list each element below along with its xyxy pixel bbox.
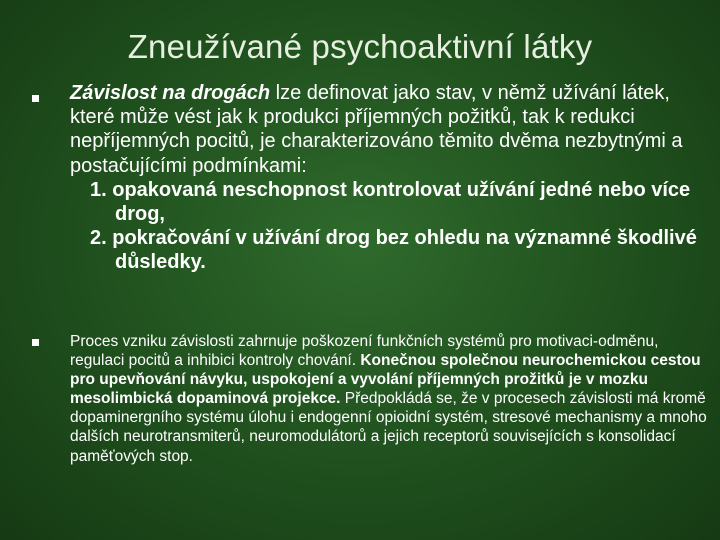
process-text-bold: Konečnou společnou neurochemickou cestou pro upevňování návyku, uspokojení a vyvolání příjemných prožitků je v mozku mesolimbická dopaminová projekce. xyxy=(70,352,701,408)
definition-body: lze definovat jako stav, v němž užívání látek, které může vést jak k produkci příjemných požitků, tak k redukci nepříjemných pocitů, je charakterizováno těmito dvěma nezbytnými a postačujícími podmínkami: xyxy=(70,82,683,177)
square-bullet-icon xyxy=(32,95,39,102)
bullet-item-dependence-definition xyxy=(70,81,710,275)
process-text-part2: Předpokládá se, že v procesech závislosti má kromě dopaminergního systému úlohu i endogenní opioidní systém, stresové mechanismy a mnoho dalších neurotransmiterů, neuromodulátorů a jejich receptorů souvisejících s konsolidací paměťových stop. xyxy=(70,390,707,465)
process-text-part1: Proces vzniku závislosti zahrnuje poškození funkčních systémů pro motivaci-odměnu, regulaci pocitů a inhibici kontroly chování. xyxy=(70,333,659,370)
condition-item: 2. pokračování v užívání drog bez ohledu na významné škodlivé důsledky. xyxy=(90,227,697,274)
conditions-list xyxy=(70,178,710,275)
definition-term: Závislost na drogách xyxy=(70,82,271,104)
condition-item: 1. opakovaná neschopnost kontrolovat užívání jedné nebo více drog, xyxy=(90,178,691,226)
slide-title: Zneužívané psychoaktivní látky xyxy=(127,28,593,65)
square-bullet-icon xyxy=(32,339,39,346)
bullet-item-dependence-process xyxy=(70,332,710,466)
